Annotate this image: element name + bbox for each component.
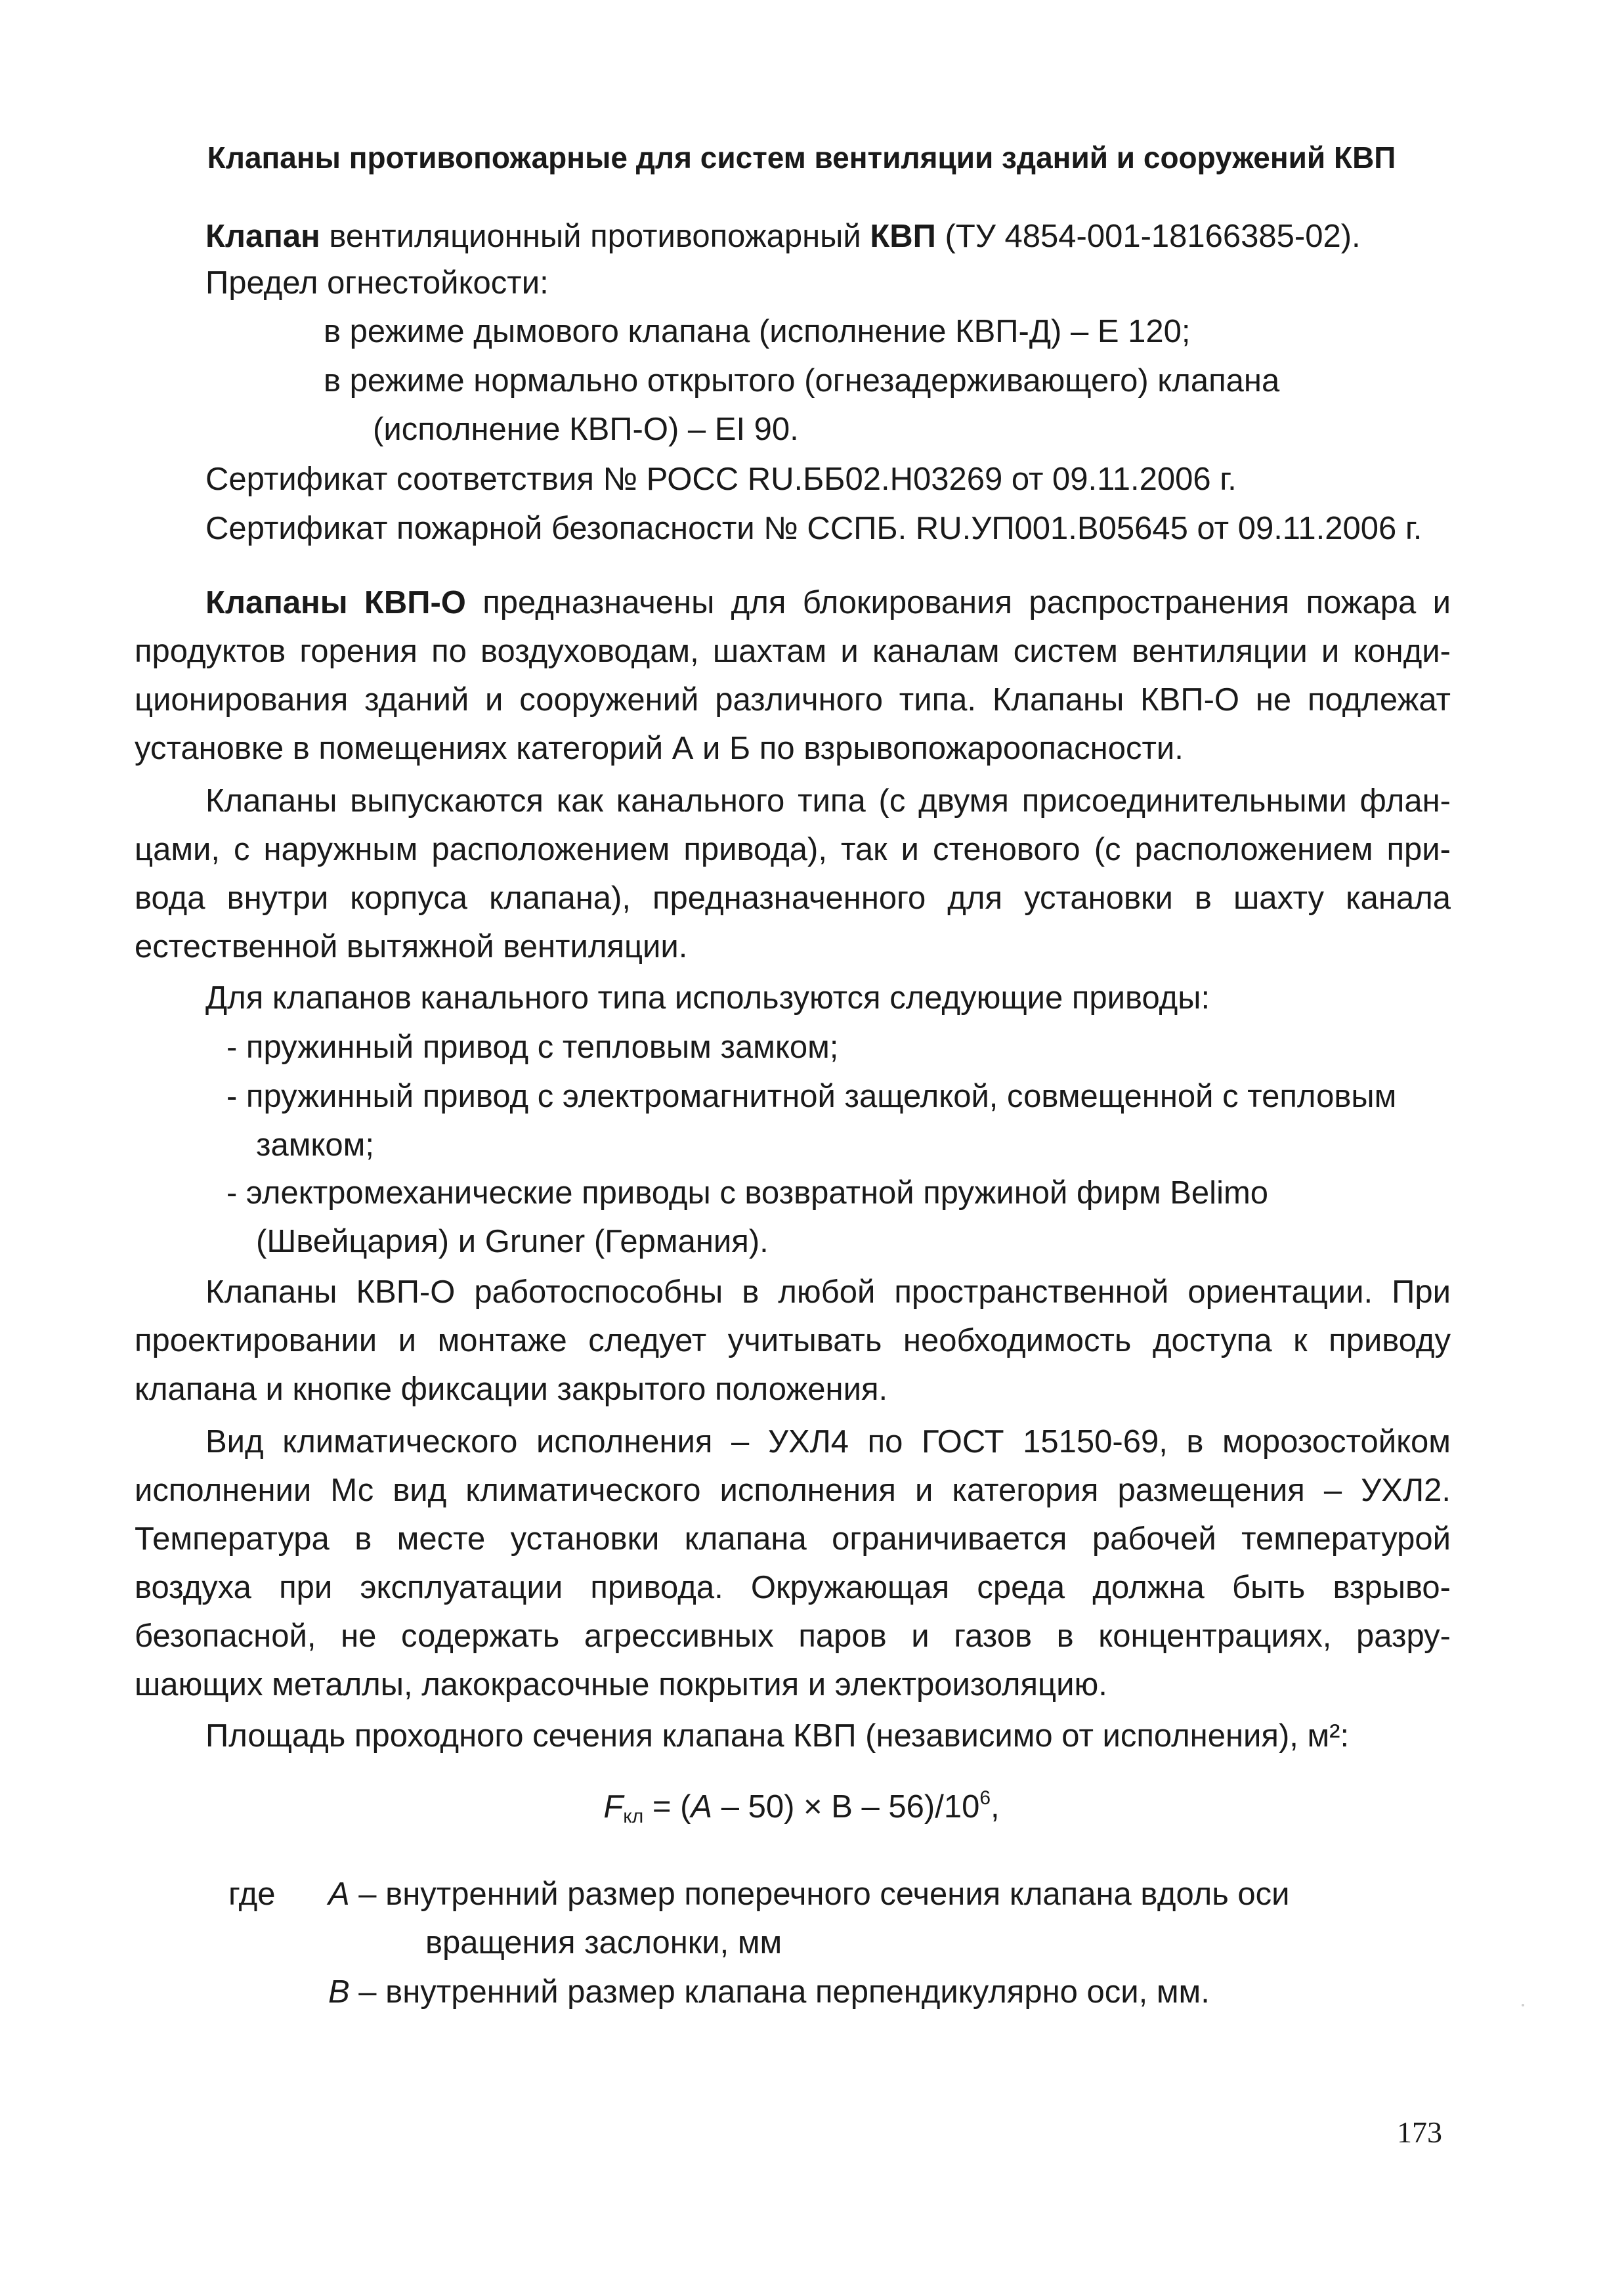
drive-item-electromechanical-line2: (Швейцария) и Gruner (Германия). [256, 1224, 769, 1259]
certificate-fire-safety: Сертификат пожарной безопасности № ССПБ. RU.УП001.В05645 от 09.11.2006 г. [205, 511, 1422, 546]
para2-line1: Клапаны выпускаются как канального типа (с двумя присоединительными флан- [205, 783, 1451, 819]
scan-artifact [1522, 2004, 1524, 2006]
formula-end: , [991, 1789, 1000, 1825]
mode-smoke: в режиме дымового клапана (исполнение КВП-Д) – Е 120; [324, 314, 1191, 349]
var-a-definition-line2: вращения заслонки, мм [425, 1925, 782, 1960]
para1-line4: установке в помещениях категорий А и Б по взрывопожароопасности. [135, 731, 1184, 766]
valve-description-text: вентиляционный противопожарный [320, 219, 870, 254]
para3-line2: проектировании и монтаже следует учитывать необходимость доступа к приводу [135, 1323, 1451, 1358]
area-formula [0, 1787, 1603, 1827]
para2-line4: естественной вытяжной вентиляции. [135, 929, 688, 964]
para4-line6: шающих металлы, лакокрасочные покрытия и электроизоляцию. [135, 1667, 1107, 1702]
drive-item-electromagnetic-line1: - пружинный привод с электромагнитной защелкой, совмещенной с тепловым [226, 1079, 1397, 1114]
var-a-symbol: A [328, 1876, 350, 1912]
kvp-o-label: Клапаны КВП-О [205, 585, 466, 620]
var-b-description: – внутренний размер клапана перпендикулярно оси, мм. [349, 1974, 1210, 2010]
para4-line1: Вид климатического исполнения – УХЛ4 по ГОСТ 15150-69, в морозостойком [205, 1424, 1451, 1460]
kvp-label: КВП [870, 219, 936, 254]
para2-line2: цами, с наружным расположением привода), так и стенового (с расположением при- [135, 832, 1451, 867]
valve-label: Клапан [205, 219, 320, 254]
mode-normal-line2: (исполнение КВП-О) – EI 90. [373, 412, 799, 447]
page-number: 173 [1397, 2115, 1442, 2149]
para4-line4: воздуха при эксплуатации привода. Окружающая среда должна быть взрыво- [135, 1570, 1451, 1605]
var-a-description: – внутренний размер поперечного сечения клапана вдоль оси [349, 1876, 1290, 1912]
var-b-definition [328, 1972, 1210, 2012]
para3-line3: клапана и кнопке фиксации закрытого положения. [135, 1372, 888, 1407]
drive-item-thermal-lock: - пружинный привод с тепловым замком; [226, 1029, 839, 1065]
var-a-definition [328, 1874, 1289, 1914]
para2-line3: вода внутри корпуса клапана), предназначенного для установки в шахту канала [135, 880, 1451, 916]
para1-line3: ционирования зданий и сооружений различного типа. Клапаны КВП-О не подлежат [135, 682, 1451, 718]
para1-line1 [205, 583, 1451, 622]
page-title: Клапаны противопожарные для систем вентиляции зданий и сооружений КВП [207, 141, 1396, 175]
formula-exponent: 6 [979, 1787, 991, 1809]
formula-subscript: кл [623, 1806, 644, 1827]
para3-line1: Клапаны КВП-О работоспособны в любой пространственной ориентации. При [205, 1274, 1451, 1310]
where-label: где [228, 1876, 276, 1912]
drive-item-electromagnetic-line2: замком; [256, 1127, 374, 1163]
var-b-symbol: B [328, 1974, 350, 2010]
formula-a: A [691, 1789, 713, 1825]
formula-part1: = ( [643, 1789, 691, 1825]
area-intro: Площадь проходного сечения клапана КВП (независимо от исполнения), м²: [205, 1718, 1350, 1754]
para4-line3: Температура в месте установки клапана ограничивается рабочей температурой [135, 1521, 1451, 1557]
para1-line1-text: предназначены для блокирования распространения пожара и [465, 585, 1451, 620]
fire-resistance-label: Предел огнестойкости: [205, 265, 549, 301]
mode-normal-line1: в режиме нормально открытого (огнезадерживающего) клапана [324, 363, 1280, 399]
para4-line5: безопасной, не содержать агрессивных паров и газов в концентрациях, разру- [135, 1618, 1451, 1654]
certificate-conformity: Сертификат соответствия № РОСС RU.ББ02.Н03269 от 09.11.2006 г. [205, 462, 1237, 497]
para4-line2: исполнении Мс вид климатического исполнения и категория размещения – УХЛ2. [135, 1473, 1451, 1508]
valve-description-line [205, 217, 1361, 256]
drives-intro: Для клапанов канального типа используются следующие приводы: [205, 980, 1210, 1016]
para1-line2: продуктов горения по воздуховодам, шахтам и каналам систем вентиляции и конди- [135, 634, 1451, 669]
formula-part2: – 50) × B – 56)/10 [712, 1789, 980, 1825]
tu-reference: (ТУ 4854-001-18166385-02). [935, 219, 1361, 254]
drive-item-electromechanical-line1: - электромеханические приводы с возвратной пружиной фирм Belimo [226, 1175, 1269, 1211]
formula-f: F [603, 1789, 624, 1825]
